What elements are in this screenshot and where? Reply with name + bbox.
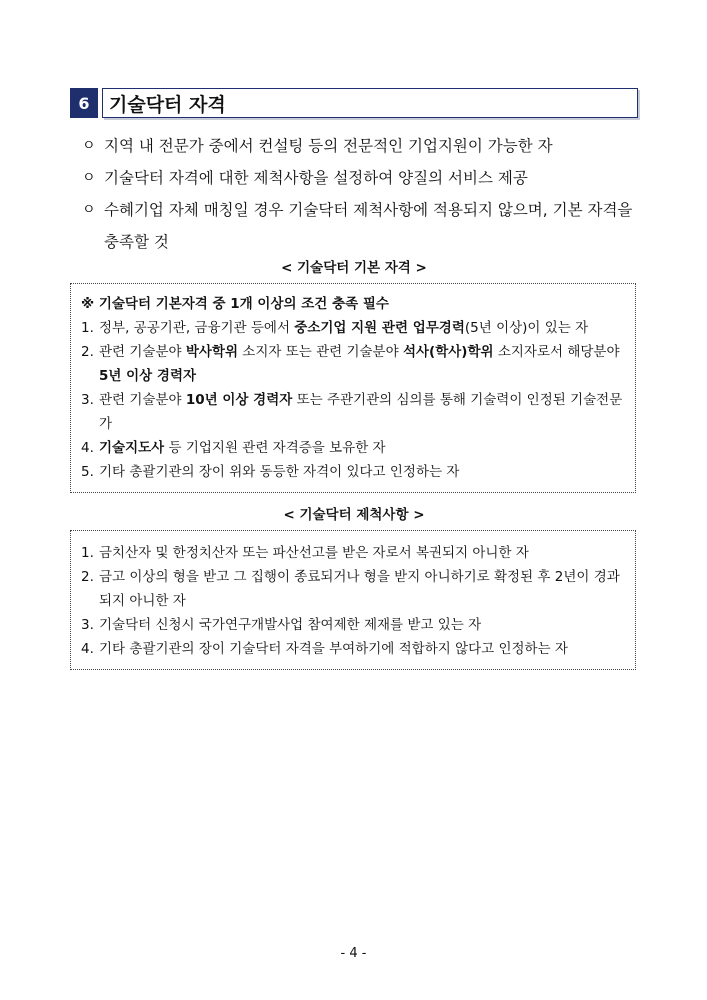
exclusion-item: 4. 기타 총괄기관의 장이 기술닥터 자격을 부여하기에 적합하지 않다고 인정하는 자 [81, 641, 568, 657]
bullet-item [82, 162, 642, 194]
basic-qualification-box [70, 283, 636, 493]
basic-item: 4. 기술지도사 등 기업지원 관련 자격증을 보유한 자 [81, 440, 386, 456]
page-number: - 4 - [340, 946, 367, 961]
basic-item: 3. 관련 기술분야 10년 이상 경력자 또는 주관기관의 심의를 통해 기술력이 인정된 기술전문가 [81, 392, 623, 432]
bullet-mark: ㅇ [82, 138, 96, 154]
section-number: 6 [70, 88, 98, 118]
exclusion-title: < 기술닥터 제척사항 > [283, 507, 425, 523]
bullet-mark: ㅇ [82, 170, 96, 186]
basic-item: 1. 정부, 공공기관, 금융기관 등에서 중소기업 지원 관련 업무경력(5년 이상)이 있는 자 [81, 320, 589, 336]
exclusion-item: 3. 기술닥터 신청시 국가연구개발사업 참여제한 제재를 받고 있는 자 [81, 617, 482, 633]
exclusion-box [70, 530, 636, 670]
bullet-text: 지역 내 전문가 중에서 컨설팅 등의 전문적인 기업지원이 가능한 자 [104, 137, 553, 155]
section-title: 기술닥터 자격 [102, 88, 638, 118]
bullet-list [82, 130, 642, 258]
section-header [70, 88, 638, 118]
basic-item: 2. 관련 기술분야 박사학위 소지자 또는 관련 기술분야 석사(학사)학위 소지자로서 해당분야 5년 이상 경력자 [81, 344, 620, 384]
bullet-item [82, 130, 642, 162]
exclusion-item: 2. 금고 이상의 형을 받고 그 집행이 종료되거나 형을 받지 아니하기로 확정된 후 2년이 경과되지 아니한 자 [81, 569, 620, 609]
bullet-item [82, 194, 642, 258]
exclusion-item: 1. 금치산자 및 한정치산자 또는 파산선고를 받은 자로서 복권되지 아니한 자 [81, 545, 529, 561]
basic-qualification-title: < 기술닥터 기본 자격 > [281, 260, 427, 276]
basic-item: 5. 기타 총괄기관의 장이 위와 동등한 자격이 있다고 인정하는 자 [81, 464, 460, 480]
bullet-text: 기술닥터 자격에 대한 제척사항을 설정하여 양질의 서비스 제공 [104, 169, 528, 187]
bullet-text: 수혜기업 자체 매칭일 경우 기술닥터 제척사항에 적용되지 않으며, 기본 자격을 충족할 것 [104, 201, 633, 251]
bullet-mark: ㅇ [82, 202, 96, 218]
basic-notice: ※ 기술닥터 기본자격 중 1개 이상의 조건 충족 필수 [81, 296, 389, 312]
